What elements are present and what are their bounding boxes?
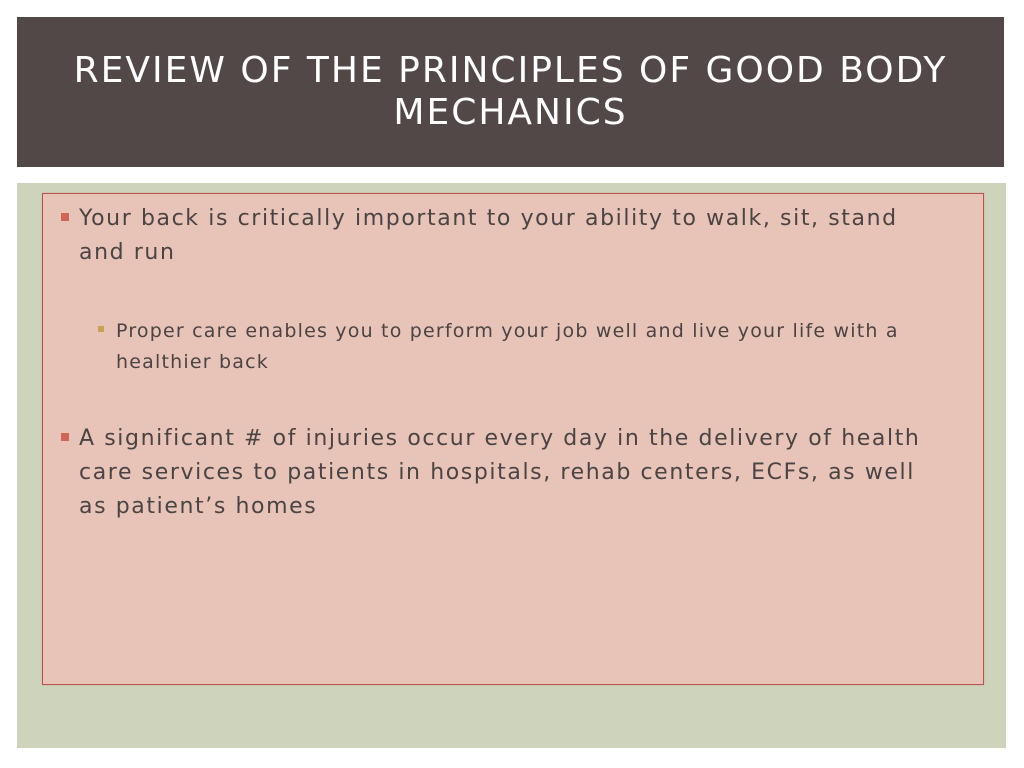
small-square-bullet-icon [98,326,104,332]
bullet-text: A significant # of injuries occur every day in the delivery of health care services to patients in hospitals, rehab centers, ECFs, as well as patient’s homes [79,426,921,519]
content-area [17,183,1006,748]
square-bullet-icon [61,433,69,441]
bullet-text: Your back is critically important to your ability to walk, sit, stand and run [79,206,898,265]
slide-title: REVIEW OF THE PRINCIPLES OF GOOD BODY MECHANICS [73,50,948,133]
sub-bullet-item [98,316,938,378]
bullet-item [61,422,941,524]
square-bullet-icon [61,213,69,221]
title-bar [17,17,1004,167]
bullet-item [61,202,931,270]
sub-bullet-text: Proper care enables you to perform your job well and live your life with a healthier back [116,320,899,373]
content-box [42,193,984,685]
